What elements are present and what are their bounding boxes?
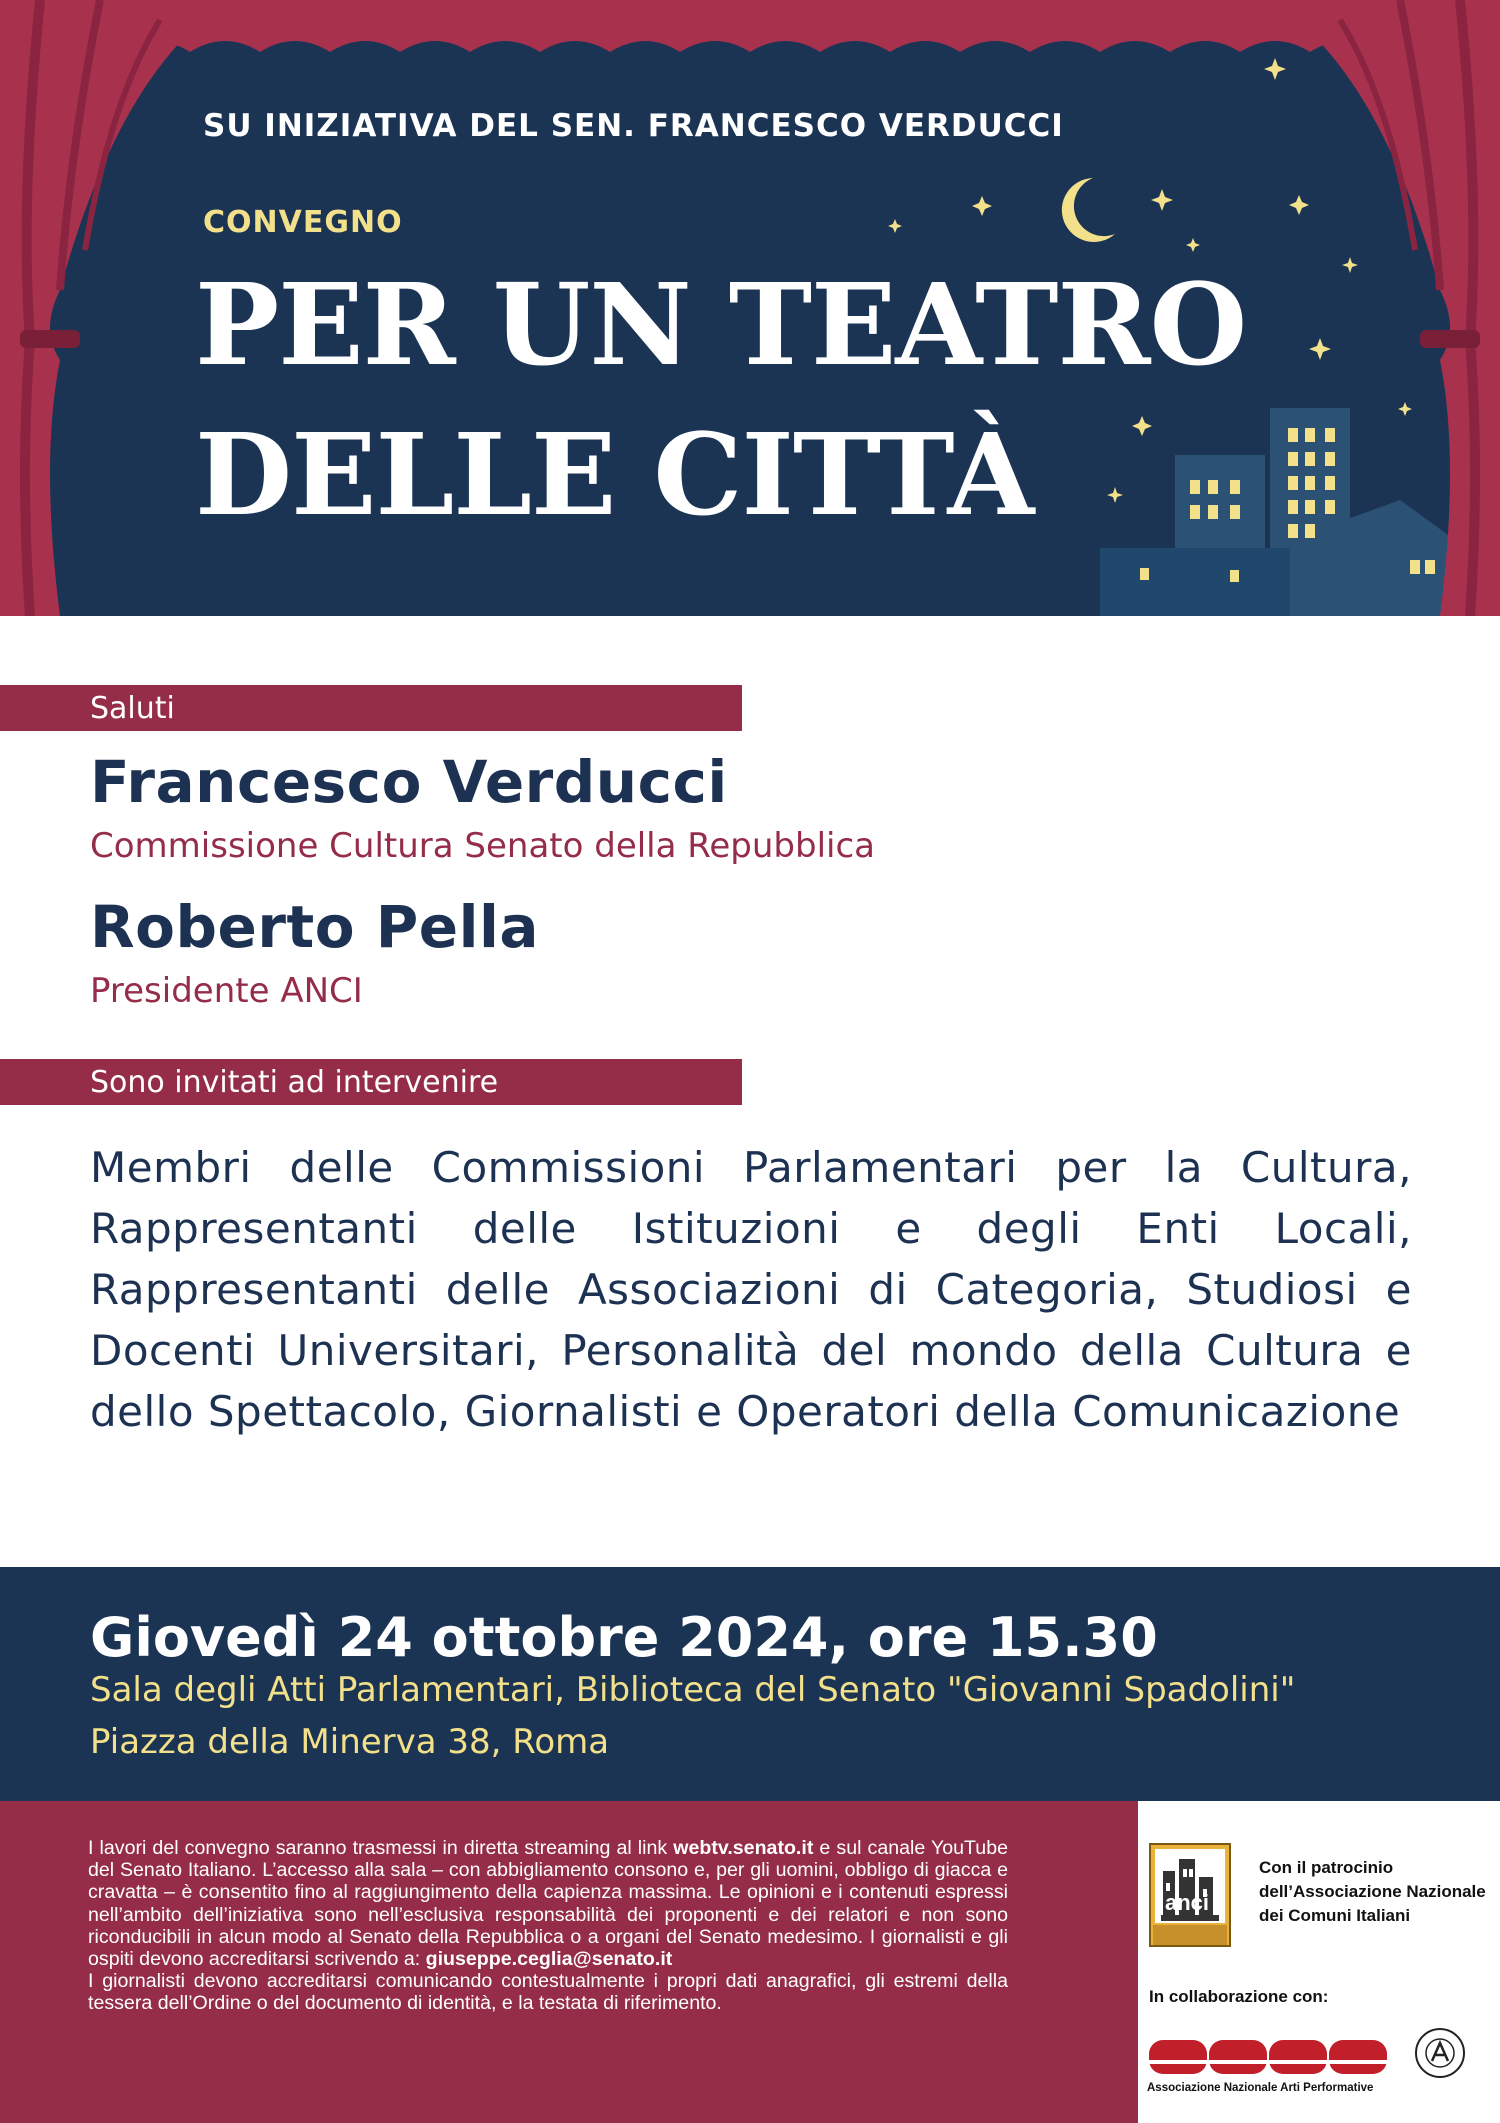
event-address: Piazza della Minerva 38, Roma	[90, 1722, 610, 1762]
streaming-link[interactable]: webtv.senato.it	[673, 1837, 814, 1859]
moon-icon	[1062, 178, 1115, 242]
initiative-line: SU INIZIATIVA DEL SEN. FRANCESCO VERDUCCI	[203, 108, 1064, 144]
event-venue: Sala degli Atti Parlamentari, Biblioteca del Senato "Giovanni Spadolini"	[90, 1670, 1296, 1710]
page-title-line-2: DELLE CITTÀ	[195, 410, 1034, 541]
city-skyline-icon	[1100, 408, 1462, 616]
anap-caption: Associazione Nazionale Arti Performative	[1147, 2082, 1374, 2094]
anci-logo-text: anci	[1164, 1890, 1210, 1915]
speaker-name: Roberto Pella	[90, 893, 539, 961]
kicker-label: CONVEGNO	[203, 205, 403, 240]
page-title-line-1: PER UN TEATRO	[195, 260, 1247, 391]
section-label-invitati: Sono invitati ad intervenire	[90, 1065, 499, 1100]
speaker-role: Presidente ANCI	[90, 971, 363, 1011]
anap-logo-icon	[1149, 2030, 1399, 2082]
accreditation-email[interactable]: giuseppe.ceglia@senato.it	[425, 1948, 673, 1971]
footer-notice-panel	[0, 1801, 1138, 2123]
notice-part-3: I giornalisti devono accreditarsi comunicando contestualmente i propri dati anagrafici, gli estremi della tessera dell’Ordine o del documento di identità, e la testata di riferimento.	[88, 1970, 1008, 2015]
section-bar-saluti	[0, 685, 742, 731]
invited-list: Membri delle Commissioni Parlamentari per la Cultura, Rappresentanti delle Istituzioni e degli Enti Locali, Rappresentanti delle Associazioni di Categoria, Studiosi e Docenti Universitari, Personalità del mondo della Cultura e dello Spettacolo, Giornalisti e Operatori della Comunicazione	[90, 1143, 1412, 1436]
patronage-text: Con il patrocinio dell’Associazione Nazionale dei Comuni Italiani	[1259, 1858, 1486, 1925]
notice-part-1: I lavori del convegno saranno trasmessi in diretta streaming al link	[88, 1837, 674, 1859]
event-datetime: Giovedì 24 ottobre 2024, ore 15.30	[90, 1606, 1158, 1669]
curtain-valance-icon	[0, 0, 1500, 52]
footer-notice	[88, 1837, 1008, 2015]
agis-seal-icon	[1414, 2027, 1466, 2079]
section-bar-invitati	[0, 1059, 742, 1105]
collaboration-label: In collaborazione con:	[1149, 1987, 1329, 2006]
speaker-role: Commissione Cultura Senato della Repubblica	[90, 826, 876, 866]
header-banner	[0, 0, 1500, 616]
event-details-band	[0, 1567, 1500, 1801]
section-label-saluti: Saluti	[90, 691, 175, 726]
speaker-name: Francesco Verducci	[90, 748, 728, 816]
notice-part-2: e sul canale YouTube del Senato Italiano. L’accesso alla sala – con abbigliamento consono e, per gli uomini, obbligo di giacca e cravatta – è consentito fino al raggiungimento della capienza massima. Le opinioni e i contenuti espressi nell’ambito dell’iniziativa sono nell’esclusiva responsabilità dei proponenti e dei relatori e non sono riconducibili in alcun modo al Senato della Repubblica o a organi del Senato medesimo. I giornalisti e gli ospiti devono accreditarsi scrivendo a:	[88, 1837, 1008, 1971]
footer-logos-panel	[1138, 1801, 1500, 2123]
